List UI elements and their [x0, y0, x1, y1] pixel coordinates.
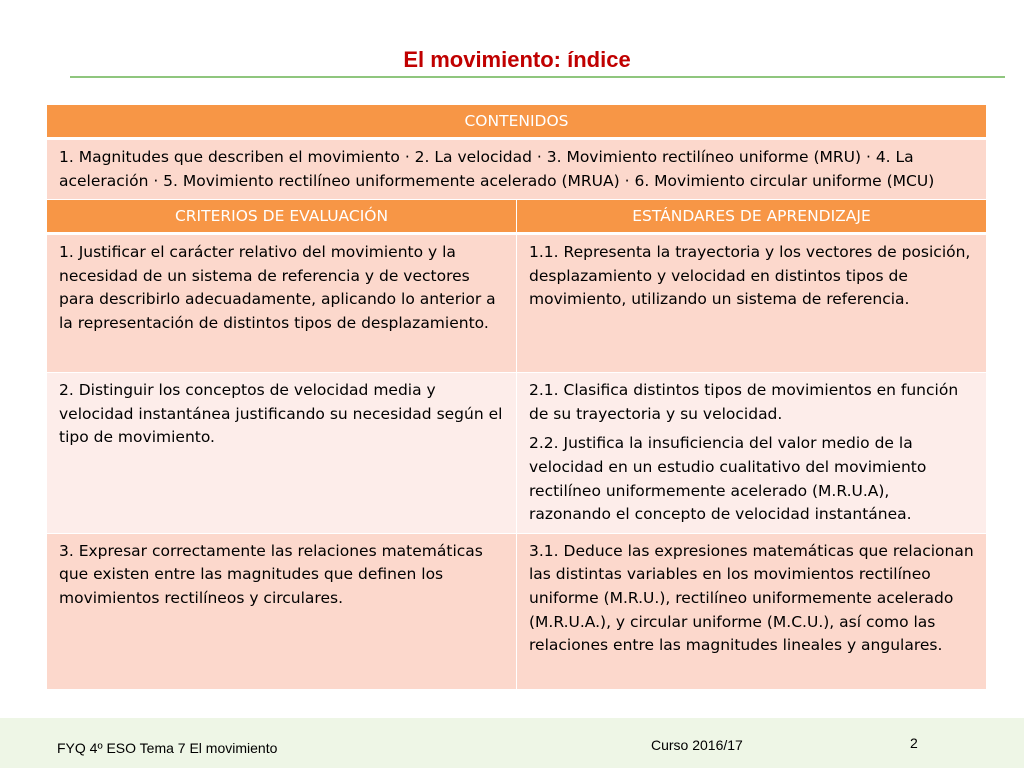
title-divider — [70, 76, 1005, 78]
table-row — [47, 533, 987, 689]
contents-header: CONTENIDOS — [47, 105, 987, 139]
standard-item: 1.1. Representa la trayectoria y los vectores de posición, desplazamiento y velocidad en distintos tipos de movimiento, utilizando un sistema de referencia. — [529, 243, 971, 309]
contents-text: 1. Magnitudes que describen el movimiento · 2. La velocidad · 3. Movimiento rectilíneo uniforme (MRU) · 4. La aceleración · 5. Movimiento rectilíneo uniformemente acelerado (MRUA) · 6. Movimiento circular uniforme (MCU) — [47, 139, 987, 200]
footer-school-year: Curso 2016/17 — [651, 737, 743, 753]
criterion-cell: 1. Justificar el carácter relativo del movimiento y la necesidad de un sistema de referencia y de vectores para describirlo adecuadamente, aplicando lo anterior a la representación de distintos tipos de desplazamiento. — [47, 234, 517, 373]
slide-number: 2 — [910, 735, 918, 751]
curriculum-table — [46, 104, 987, 690]
table-row — [47, 373, 987, 534]
criterion-cell: 3. Expresar correctamente las relaciones matemáticas que existen entre las magnitudes que definen los movimientos rectilíneos y circulares. — [47, 533, 517, 689]
footer-course-topic: FYQ 4º ESO Tema 7 El movimiento — [57, 740, 278, 756]
standard-item: 2.1. Clasifica distintos tipos de movimientos en función de su trayectoria y su velocidad. — [529, 381, 959, 423]
standards-cell — [517, 533, 987, 689]
standards-header: ESTÁNDARES DE APRENDIZAJE — [517, 200, 987, 234]
standards-cell — [517, 234, 987, 373]
slide-title: El movimiento: índice — [403, 47, 631, 72]
criterion-cell: 2. Distinguir los conceptos de velocidad media y velocidad instantánea justificando su necesidad según el tipo de movimiento. — [47, 373, 517, 534]
table-row — [47, 234, 987, 373]
standards-cell — [517, 373, 987, 534]
criteria-header: CRITERIOS DE EVALUACIÓN — [47, 200, 517, 234]
standard-item: 2.2. Justifica la insuficiencia del valor medio de la velocidad en un estudio cualitativo del movimiento rectilíneo uniformemente acelerado (M.R.U.A), razonando el concepto de velocidad instantánea. — [529, 434, 927, 524]
standard-item: 3.1. Deduce las expresiones matemáticas que relacionan las distintas variables en los movimientos rectilíneo uniforme (M.R.U.), rectilíneo uniformemente acelerado (M.R.U.A.), y circular uniforme (M.C.U.), así como las relaciones entre las magnitudes lineales y angulares. — [529, 541, 974, 655]
